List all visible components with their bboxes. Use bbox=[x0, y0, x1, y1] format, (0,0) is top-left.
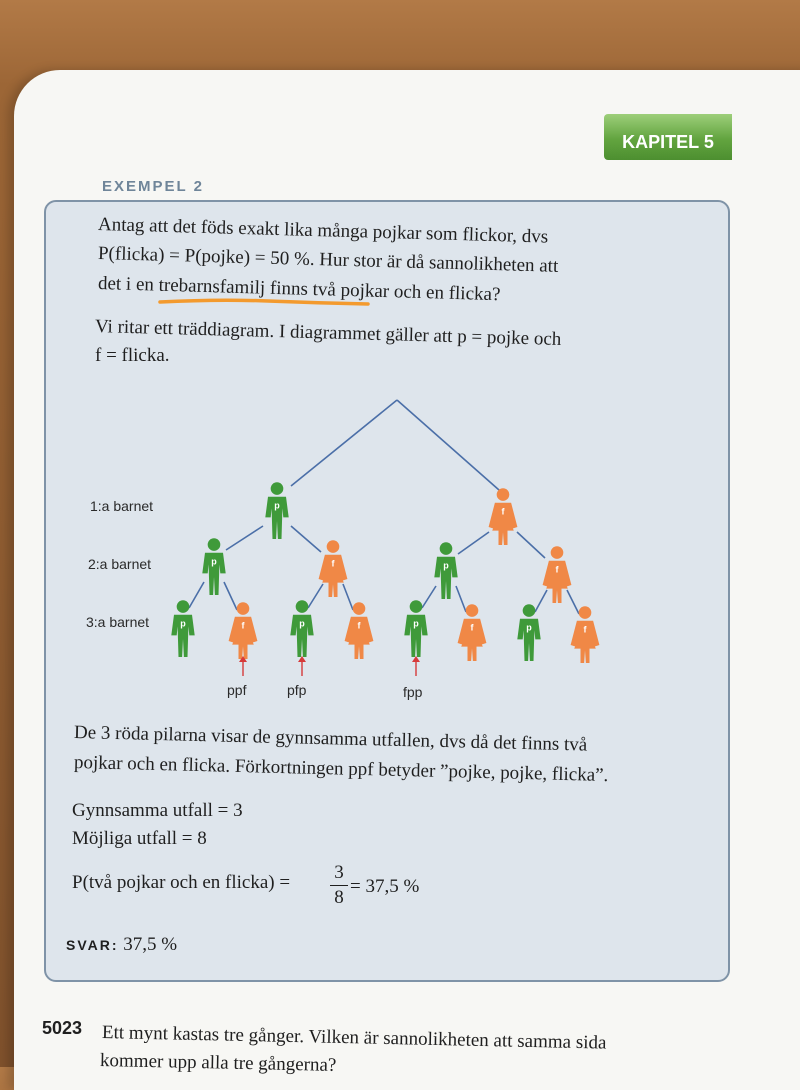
child-3-boy-icon bbox=[290, 600, 313, 657]
arrow-fpp bbox=[412, 656, 420, 676]
svg-text:f: f bbox=[470, 622, 474, 633]
question-line-3: det i en trebarnsfamilj finns två pojkar och en flicka? bbox=[97, 273, 501, 306]
level-label-2: 2:a barnet bbox=[88, 556, 152, 572]
svg-text:p: p bbox=[413, 618, 419, 629]
child-3-girl-icon bbox=[458, 604, 487, 661]
branch-l3-7 bbox=[567, 590, 579, 614]
branch-l3-3 bbox=[343, 584, 353, 610]
exercise-line-1: Ett mynt kastas tre gånger. Vilken är sannolikheten att samma sida bbox=[101, 1022, 607, 1054]
child-1-boy-icon bbox=[265, 482, 288, 539]
question-line-1: Antag att det föds exakt lika många pojkar som flickor, dvs bbox=[97, 214, 549, 248]
svg-text:p: p bbox=[299, 618, 305, 629]
svg-text:f: f bbox=[241, 620, 245, 631]
fraction-numerator: 3 bbox=[334, 862, 344, 883]
branch-l3-1 bbox=[224, 582, 237, 610]
child-1-girl-icon bbox=[489, 488, 518, 545]
exercise-line-2: kommer upp alla tre gångerna? bbox=[99, 1050, 337, 1076]
branch-root-p bbox=[291, 400, 397, 486]
answer-keyword: SVAR: bbox=[66, 937, 119, 953]
svg-text:f: f bbox=[331, 558, 335, 569]
question-line-2: P(flicka) = P(pojke) = 50 %. Hur stor är då sannolikheten att bbox=[97, 243, 559, 277]
possible-outcomes: Möjliga utfall = 8 bbox=[72, 828, 207, 849]
leaf-label-pfp: pfp bbox=[287, 682, 307, 698]
svg-text:f: f bbox=[583, 624, 587, 635]
favorable-outcomes: Gynnsamma utfall = 3 bbox=[72, 800, 243, 821]
child-3-girl-icon bbox=[345, 602, 374, 659]
explanation-line-1: De 3 röda pilarna visar de gynnsamma utfallen, dvs då det finns två bbox=[73, 722, 588, 756]
branch-l2-0 bbox=[226, 526, 263, 550]
level-label-3: 3:a barnet bbox=[86, 614, 150, 630]
intro-line-1: Vi ritar ett träddiagram. I diagrammet gäller att p = pojke och bbox=[94, 316, 562, 351]
child-3-boy-icon bbox=[517, 604, 540, 661]
branch-l2-2 bbox=[458, 532, 489, 554]
explanation-line-2: pojkar och en flicka. Förkortningen ppf betyder ”pojke, pojke, flicka”. bbox=[73, 752, 609, 787]
intro-line-2: f = flicka. bbox=[95, 345, 170, 366]
example-label: EXEMPEL 2 bbox=[102, 178, 204, 195]
answer bbox=[66, 934, 177, 956]
branch-l2-1 bbox=[291, 526, 321, 552]
answer-value: 37,5 % bbox=[123, 934, 178, 955]
child-2-girl-icon bbox=[543, 546, 572, 603]
chapter-tab: KAPITEL 5 bbox=[604, 114, 732, 160]
fraction-denominator: 8 bbox=[334, 887, 344, 908]
leaf-label-ppf: ppf bbox=[227, 682, 247, 698]
svg-text:p: p bbox=[274, 500, 280, 511]
branch-l3-0 bbox=[189, 582, 204, 608]
child-2-girl-icon bbox=[319, 540, 348, 597]
svg-text:f: f bbox=[501, 506, 505, 517]
svg-text:p: p bbox=[443, 560, 449, 571]
level-label-1: 1:a barnet bbox=[90, 498, 154, 514]
exercise-number: 5023 bbox=[42, 1018, 83, 1038]
child-2-boy-icon bbox=[202, 538, 225, 595]
branch-l3-5 bbox=[456, 586, 466, 612]
probability-fraction bbox=[330, 862, 348, 909]
svg-text:p: p bbox=[526, 622, 532, 633]
child-3-girl-icon bbox=[229, 602, 258, 659]
svg-text:f: f bbox=[555, 564, 559, 575]
arrow-pfp bbox=[298, 656, 306, 676]
child-3-boy-icon bbox=[171, 600, 194, 657]
probability-result: = 37,5 % bbox=[350, 876, 420, 897]
branch-l2-3 bbox=[517, 532, 545, 558]
branch-root-f bbox=[397, 400, 499, 490]
probability-label: P(två pojkar och en flicka) = bbox=[72, 872, 291, 893]
child-3-girl-icon bbox=[571, 606, 600, 663]
branch-l3-2 bbox=[308, 584, 323, 608]
svg-text:p: p bbox=[180, 618, 186, 629]
child-3-boy-icon bbox=[404, 600, 427, 657]
svg-text:f: f bbox=[357, 620, 361, 631]
child-2-boy-icon bbox=[434, 542, 457, 599]
branch-l3-6 bbox=[535, 590, 547, 612]
leaf-label-fpp: fpp bbox=[403, 684, 423, 700]
branch-l3-4 bbox=[422, 586, 436, 608]
svg-text:p: p bbox=[211, 556, 217, 567]
